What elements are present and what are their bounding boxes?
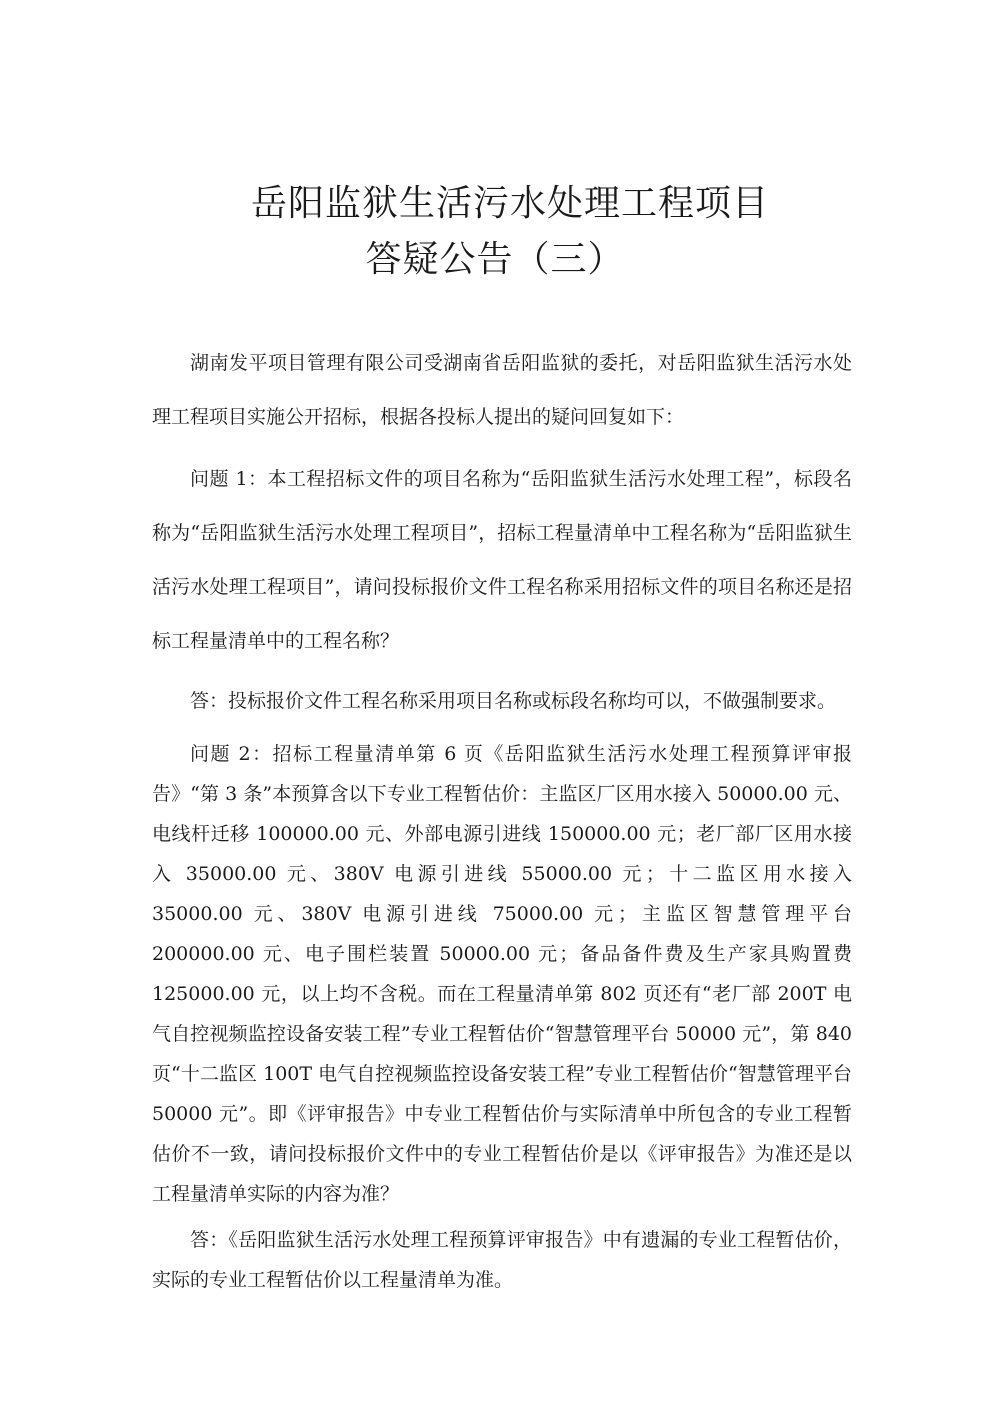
title-line-2: 答疑公告（三） bbox=[365, 239, 625, 280]
intro-paragraph: 湖南发平项目管理有限公司受湖南省岳阳监狱的委托，对岳阳监狱生活污水处理工程项目实施公开招标，根据各投标人提出的疑问回复如下： bbox=[152, 352, 852, 428]
answer-1-paragraph: 答：投标报价文件工程名称采用项目名称或标段名称均可以，不做强制要求。 bbox=[190, 690, 837, 712]
answer-2-paragraph: 答：《岳阳监狱生活污水处理工程预算评审报告》中有遗漏的专业工程暂估价，实际的专业工程暂估价以工程量清单为准。 bbox=[152, 1229, 852, 1291]
title-line-1: 岳阳监狱生活污水处理工程项目 bbox=[250, 183, 769, 224]
question-1-paragraph: 问题 1：本工程招标文件的项目名称为“岳阳监狱生活污水处理工程”，标段名称为“岳阳监狱生活污水处理工程项目”，招标工程量清单中工程名称为“岳阳监狱生活污水处理工程项目”，请问投标报价文件工程名称采用招标文件的项目名称还是招标工程量清单中的工程名称？ bbox=[152, 468, 852, 652]
document-title bbox=[0, 176, 1000, 288]
question-2-paragraph: 问题 2：招标工程量清单第 6 页《岳阳监狱生活污水处理工程预算评审报告》“第 3 条”本预算含以下专业工程暂估价：主监区厂区用水接入 50000.00 元、电线杆迁移 100000.00 元、外部电源引进线 150000.00 元；老厂部厂区用水接入 35000.00 元、380V 电源引进线 55000.00 元；十二监区用水接入 35000.00 元、380V 电源引进线 75000.00 元；主监区智慧管理平台 200000.00 元、电子围栏装置 50000.00 元；备品备件费及生产家具购置费 125000.00 元，以上均不含税。而在工程量清单第 802 页还有“老厂部 200T 电气自控视频监控设备安装工程”专业工程暂估价“智慧管理平台 50000 元”，第 840 页“十二监区 100T 电气自控视频监控设备安装工程”专业工程暂估价“智慧管理平台 50000 元”。即《评审报告》中专业工程暂估价与实际清单中所包含的专业工程暂估价不一致，请问投标报价文件中的专业工程暂估价是以《评审报告》为准还是以工程量清单实际的内容为准？ bbox=[152, 743, 852, 1205]
document-body bbox=[152, 336, 852, 1306]
